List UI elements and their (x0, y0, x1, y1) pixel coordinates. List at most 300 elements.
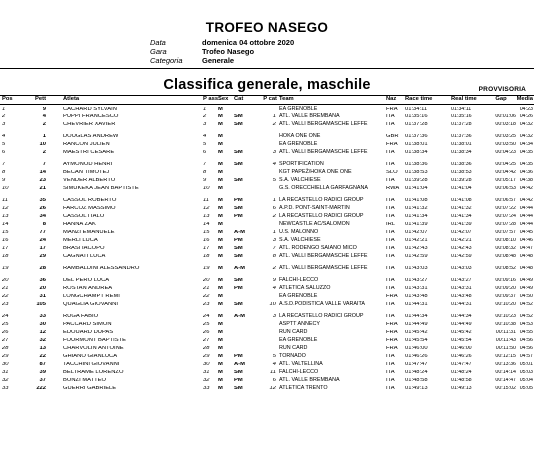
cell-pett: 10 (39, 142, 46, 147)
cell-pass: 26 (203, 330, 210, 335)
cell-pass: 17 (203, 246, 210, 251)
cell-pass: 24 (203, 314, 210, 319)
cell-pett: 1 (42, 134, 46, 139)
cell-sex: M (218, 330, 223, 335)
cell-media: 04:56 (519, 346, 533, 351)
cell-race-time: 01:42:21 (405, 238, 428, 243)
cell-naz: ITA (386, 254, 395, 259)
cell-pcat: 1 (272, 230, 276, 235)
cell-cat: SM (234, 386, 243, 391)
cell-naz: ITA (386, 178, 395, 183)
cell-atleta: CASSOL ITALO (63, 214, 105, 219)
section-title: Classifica generale, maschile (163, 77, 371, 93)
cell-cat: SM (234, 246, 243, 251)
cell-sex: M (218, 362, 223, 367)
cell-pos: 3 (2, 122, 6, 127)
col-team: Team (279, 96, 294, 102)
cell-atleta: FARCOZ MASSIMO (63, 206, 116, 211)
cell-team: ATL. VALLI BERGAMASCHE LEFFE (279, 121, 368, 127)
cell-real-time: 01:42:43 (451, 246, 472, 251)
cell-pos: 24 (2, 314, 9, 319)
cell-pass: 31 (203, 370, 210, 375)
cell-team: ATL. VALLI BERGAMASCHE LEFFE (279, 265, 368, 271)
cell-real-time: 01:46:00 (451, 346, 472, 351)
cell-race-time: 01:46:00 (405, 346, 428, 351)
table-row (0, 266, 534, 275)
cell-naz: FRA (386, 322, 398, 327)
cell-gap: 00:04:25 (495, 162, 516, 167)
cell-pass: 12 (203, 206, 210, 211)
cell-pett: 32 (39, 338, 46, 343)
cell-media: 05:04 (519, 378, 533, 383)
cell-naz: ITA (386, 150, 395, 155)
cell-naz: ITA (386, 370, 395, 375)
cell-race-time: 01:43:31 (405, 286, 428, 291)
cell-pcat: 4 (272, 362, 276, 367)
cell-naz: FRA (386, 107, 398, 112)
cell-media: 04:56 (519, 338, 533, 343)
cell-gap: 00:11:50 (495, 346, 516, 351)
cell-team: A.P.D. PONT-SAINT-MARTIN (279, 205, 350, 211)
cell-naz: ITA (386, 378, 395, 383)
cell-cat: SM (234, 278, 243, 283)
cell-pass: 10 (203, 186, 210, 191)
cell-atleta: BONZI MATTEO (63, 378, 107, 383)
cell-naz: FRA (386, 294, 398, 299)
cell-pass: 6 (203, 150, 207, 155)
cell-team: A.S.D.PODISTICA VALLE VARAITA (279, 301, 365, 307)
cell-real-time: 01:45:42 (451, 330, 472, 335)
col-naz: Naz (386, 96, 397, 102)
cell-team: ATL. VALTELLINA (279, 361, 323, 367)
cell-pcat: 2 (272, 266, 276, 271)
cell-media: 04:38 (519, 178, 533, 183)
cell-sex: M (218, 230, 223, 235)
cell-race-time: 01:41:39 (405, 222, 428, 227)
cell-naz: FRA (386, 346, 398, 351)
cell-sex: M (218, 178, 223, 183)
cell-pos: 4 (2, 134, 6, 139)
cell-pass: 14 (203, 222, 210, 227)
cell-pcat: 6 (272, 206, 276, 211)
cell-pcat: 4 (272, 162, 276, 167)
cell-real-time: 01:45:54 (451, 338, 472, 343)
cell-sex: M (218, 150, 223, 155)
cell-pos: 17 (2, 246, 9, 251)
cell-pett: 35 (39, 198, 46, 203)
cell-pos: 5 (2, 142, 6, 147)
cell-sex: M (218, 222, 223, 227)
provisional-badge: PROVVISORIA (478, 86, 526, 93)
meta-label: Gara (150, 47, 167, 56)
cell-pos: 13 (2, 214, 9, 219)
cell-atleta: PUPPI FRANCESCO (63, 114, 119, 119)
cell-naz: SLO (386, 170, 398, 175)
cell-real-time: 01:43:48 (451, 294, 472, 299)
cell-pass: 9 (203, 178, 207, 183)
cell-naz: ITA (386, 302, 395, 307)
cell-team: ATL. RODENGO SAIANO MICO (279, 245, 357, 251)
cell-pass: 3 (203, 122, 207, 127)
cell-gap: 00:10:20 (495, 302, 516, 307)
cell-race-time: 01:37:36 (405, 134, 428, 139)
cell-cat: SM (234, 114, 243, 119)
cell-gap: 00:09:16 (495, 278, 516, 283)
cell-cat: SM (234, 178, 243, 183)
cell-real-time: 01:41:39 (451, 222, 472, 227)
cell-sex: M (218, 254, 223, 259)
cell-pcat: 1 (272, 114, 276, 119)
cell-media: 04:48 (519, 254, 533, 259)
cell-race-time: 01:44:34 (405, 314, 428, 319)
cell-atleta: BEČAN TIMOTEJ (63, 170, 110, 175)
cell-pcat: 8 (272, 254, 276, 259)
cell-pass: 23 (203, 302, 210, 307)
cell-team: ATLETICA TRENTO (279, 385, 328, 391)
cell-pett: 20 (39, 286, 46, 291)
cell-pass: 29 (203, 354, 210, 359)
cell-gap: 00:07:22 (495, 206, 516, 211)
cell-team: RUN CARD (279, 345, 308, 351)
cell-race-time: 01:43:48 (405, 294, 428, 299)
cell-pos: 31 (2, 370, 9, 375)
cell-race-time: 01:42:43 (405, 246, 428, 251)
cell-pett: 17 (39, 246, 46, 251)
cell-pass: 22 (203, 294, 210, 299)
table-row (0, 150, 534, 159)
cell-pass: 8 (203, 170, 207, 175)
cell-race-time: 01:44:31 (405, 302, 428, 307)
cell-gap: 00:04:23 (495, 150, 516, 155)
cell-pass: 7 (203, 162, 207, 167)
cell-race-time: 01:41:32 (405, 206, 428, 211)
cell-pos: 28 (2, 346, 9, 351)
cell-team: ATLETICA SALUZZO (279, 285, 331, 291)
cell-pass: 15 (203, 230, 210, 235)
cell-pos: 1 (2, 107, 6, 112)
cell-race-time: 01:38:53 (405, 170, 428, 175)
cell-cat: PM (234, 378, 243, 383)
cell-race-time: 01:48:24 (405, 370, 428, 375)
cell-media: 04:23 (519, 107, 533, 112)
cell-pett: 21 (39, 186, 46, 191)
cell-pett: 36 (39, 278, 46, 283)
cell-sex: M (218, 278, 223, 283)
cell-team: U.S. MALONNO (279, 229, 319, 235)
cell-sex: M (218, 378, 223, 383)
cell-pcat: 4 (272, 286, 276, 291)
cell-media: 04:55 (519, 330, 533, 335)
cell-cat: SM (234, 150, 243, 155)
cell-team: S.A. VALCHIESE (279, 237, 321, 243)
cell-race-time: 01:39:28 (405, 178, 428, 183)
cell-race-time: 01:41:04 (405, 186, 428, 191)
cell-real-time: 01:48:24 (451, 370, 472, 375)
cell-gap: 00:08:32 (495, 246, 516, 251)
cell-real-time: 01:43:31 (451, 286, 472, 291)
cell-media: 04:34 (519, 142, 533, 147)
cell-pos: 32 (2, 378, 9, 383)
cell-race-time: 01:43:27 (405, 278, 428, 283)
cell-sex: M (218, 162, 223, 167)
cell-media: 04:44 (519, 206, 533, 211)
cell-pett: 9 (42, 107, 46, 112)
meta-date (150, 38, 294, 47)
cell-pos: 9 (2, 178, 6, 183)
cell-pett: 87 (39, 362, 46, 367)
cell-media: 04:52 (519, 302, 533, 307)
cell-media: 04:44 (519, 214, 533, 219)
cell-atleta: RUGA FABIO (63, 314, 99, 319)
cell-real-time: 01:49:13 (451, 386, 472, 391)
cell-pos: 30 (2, 362, 9, 367)
cell-atleta: CHARVOLIN ANTOINE (63, 346, 124, 351)
meta-label: Data (150, 38, 166, 47)
cell-pos: 27 (2, 338, 9, 343)
cell-pcat: 1 (272, 198, 276, 203)
cell-real-time: 01:44:49 (451, 322, 472, 327)
cell-real-time: 01:41:34 (451, 214, 472, 219)
cell-pcat: 10 (269, 302, 276, 307)
cell-pos: 10 (2, 186, 9, 191)
cell-sex: M (218, 346, 223, 351)
cell-media: 04:32 (519, 134, 533, 139)
cell-pcat: 2 (272, 214, 276, 219)
cell-real-time: 01:43:03 (451, 266, 472, 271)
meta-race (150, 47, 254, 56)
cell-pos: 19 (2, 266, 9, 271)
cell-race-time: 01:42:59 (405, 254, 428, 259)
cell-sex: M (218, 314, 223, 319)
cell-naz: ITA (386, 214, 395, 219)
cell-real-time: 01:38:53 (451, 170, 472, 175)
cell-cat: A-M (234, 230, 245, 235)
cell-naz: ITA (386, 314, 395, 319)
col-gap: Gap (495, 96, 507, 102)
cell-pass: 28 (203, 346, 210, 351)
cell-real-time: 01:35:16 (451, 114, 472, 119)
col-sex: Sex (218, 96, 229, 102)
cell-pos: 15 (2, 230, 9, 235)
cell-naz: FRA (386, 142, 398, 147)
cell-cat: PM (234, 214, 243, 219)
cell-pass: 30 (203, 362, 210, 367)
cell-media: 04:36 (519, 170, 533, 175)
cell-pett: 30 (39, 322, 46, 327)
cell-media: 04:44 (519, 222, 533, 227)
cell-pett: 12 (39, 330, 46, 335)
cell-pos: 26 (2, 330, 9, 335)
cell-real-time: 01:34:11 (451, 107, 472, 112)
cell-cat: PM (234, 238, 243, 243)
cell-real-time: 01:44:34 (451, 314, 472, 319)
cell-pett: 23 (39, 178, 46, 183)
cell-pass: 4 (203, 134, 207, 139)
meta-value: Generale (202, 56, 235, 65)
cell-team: EA GRENOBLE (279, 293, 318, 299)
cell-pass: 32 (203, 378, 210, 383)
cell-pett: 29 (39, 254, 46, 259)
cell-team: ATL. VALLE BREMBANA (279, 377, 340, 383)
cell-media: 04:52 (519, 314, 533, 319)
cell-pos: 11 (2, 198, 9, 203)
cell-gap: 00:11:31 (495, 330, 516, 335)
cell-naz: ITA (386, 238, 395, 243)
cell-media: 04:49 (519, 286, 533, 291)
cell-pett: 39 (39, 370, 46, 375)
cell-media: 04:50 (519, 294, 533, 299)
cell-pett: 34 (39, 214, 46, 219)
cell-media: 04:47 (519, 246, 533, 251)
cell-pcat: 2 (272, 122, 276, 127)
cell-sex: M (218, 107, 223, 112)
cell-media: 04:32 (519, 122, 533, 127)
cell-media: 04:42 (519, 186, 533, 191)
cell-gap: 00:01:06 (495, 114, 516, 119)
cell-atleta: EDOUARD DUPAS (63, 330, 114, 335)
cell-pass: 20 (203, 278, 210, 283)
cell-pos: 2 (2, 114, 6, 119)
cell-naz: ITA (386, 114, 395, 119)
cell-team: KGT PAPEŽ/HOKA ONE ONE (279, 169, 352, 175)
cell-media: 05:05 (519, 386, 533, 391)
cell-atleta: CAGNATI LUCA (63, 254, 106, 259)
table-row (0, 186, 534, 195)
cell-pett: 28 (39, 266, 46, 271)
cell-race-time: 01:38:01 (405, 142, 428, 147)
event-title: TROFEO NASEGO (205, 20, 329, 35)
cell-sex: M (218, 302, 223, 307)
cell-pett: 77 (39, 230, 46, 235)
cell-atleta: ROSTAN ANDREA (63, 286, 113, 291)
cell-gap: 00:09:20 (495, 286, 516, 291)
cell-cat: SM (234, 370, 243, 375)
cell-cat: PM (234, 354, 243, 359)
table-row (0, 254, 534, 263)
cell-race-time: 01:44:49 (405, 322, 428, 327)
col-pett: Pett (35, 96, 46, 102)
col-race-time: Race time (405, 96, 433, 102)
cell-atleta: GHIANO GIANLUCA (63, 354, 118, 359)
cell-gap: 00:08:48 (495, 254, 516, 259)
cell-pass: 13 (203, 214, 210, 219)
cell-real-time: 01:37:36 (451, 134, 472, 139)
cell-atleta: MERLI LUCA (63, 238, 98, 243)
cell-atleta: TACCHINI GIOVANNI (63, 362, 120, 367)
cell-gap: 00:03:18 (495, 122, 516, 127)
cell-atleta: CHEVRIER XAVIER (63, 122, 116, 127)
cell-pcat: 5 (272, 354, 276, 359)
cell-real-time: 01:41:04 (451, 186, 472, 191)
cell-gap: 00:13:36 (495, 362, 516, 367)
cell-pett: 37 (39, 378, 46, 383)
cell-pett: 33 (39, 314, 46, 319)
cell-gap: 00:06:53 (495, 186, 516, 191)
cell-real-time: 01:37:28 (451, 122, 472, 127)
cell-atleta: PACCARD SIMON (63, 322, 112, 327)
table-header (0, 96, 534, 104)
cell-atleta: HANNA ZAK (63, 222, 96, 227)
cell-sex: M (218, 238, 223, 243)
cell-naz: ITA (386, 162, 395, 167)
cell-gap: 00:11:43 (495, 338, 516, 343)
cell-naz: IRL (386, 222, 396, 227)
cell-naz: ITA (386, 362, 395, 367)
cell-pass: 33 (203, 386, 210, 391)
cell-gap: 00:07:24 (495, 214, 516, 219)
cell-pass: 1 (203, 107, 207, 112)
cell-team: FALCHI-LECCO (279, 277, 319, 283)
cell-team: TORNADO (279, 353, 306, 359)
col-cat: Cat (234, 96, 244, 102)
cell-real-time: 01:38:01 (451, 142, 472, 147)
cell-gap: 00:05:17 (495, 178, 516, 183)
cell-atleta: FOURMONT BAPTISTE (63, 338, 127, 343)
cell-naz: RWA (386, 186, 400, 191)
cell-atleta: CASSOL ROBERTO (63, 198, 117, 203)
cell-race-time: 01:45:42 (405, 330, 428, 335)
table-row (0, 302, 534, 311)
cell-pos: 33 (2, 386, 9, 391)
cell-race-time: 01:45:54 (405, 338, 428, 343)
cell-race-time: 01:37:28 (405, 122, 428, 127)
cell-pcat: 11 (269, 370, 276, 375)
cell-sex: M (218, 186, 223, 191)
cell-pcat: 3 (272, 150, 276, 155)
cell-race-time: 01:35:16 (405, 114, 428, 119)
cell-sex: M (218, 370, 223, 375)
cell-team: ATL. VALLI BERGAMASCHE LEFFE (279, 253, 368, 259)
cell-team: S.A. VALCHIESE (279, 177, 321, 183)
cell-pcat: 9 (272, 278, 276, 283)
cell-real-time: 01:46:26 (451, 354, 472, 359)
cell-team: HOKA ONE ONE (279, 133, 321, 139)
cell-pett: 4 (42, 114, 46, 119)
cell-pos: 25 (2, 322, 9, 327)
cell-gap: 00:04:42 (495, 170, 516, 175)
cell-pcat: 7 (272, 246, 276, 251)
cell-real-time: 01:42:07 (451, 230, 472, 235)
cell-media: 04:26 (519, 114, 533, 119)
cell-pass: 18 (203, 254, 210, 259)
meta-label: Categoria (150, 56, 183, 65)
cell-media: 04:48 (519, 266, 533, 271)
cell-pett: 2 (42, 122, 46, 127)
cell-team: LA RECASTELLO RADICI GROUP (279, 197, 364, 203)
cell-race-time: 01:46:26 (405, 354, 428, 359)
cell-cat: SM (234, 254, 243, 259)
cell-naz: ITA (386, 354, 395, 359)
cell-media: 05:01 (519, 362, 533, 367)
cell-team: ATL. VALLI BERGAMASCHE LEFFE (279, 149, 368, 155)
cell-gap: 00:07:28 (495, 222, 516, 227)
cell-gap: 00:12:15 (495, 354, 516, 359)
cell-real-time: 01:48:58 (451, 378, 472, 383)
cell-pcat: 3 (272, 314, 276, 319)
cell-sex: M (218, 122, 223, 127)
cell-atleta: BRASI IACOPO (63, 246, 105, 251)
col-pass: P ass (203, 96, 219, 102)
divider (0, 68, 534, 69)
cell-atleta: GUERRI GABRIELE (63, 386, 117, 391)
cell-pos: 7 (2, 162, 6, 167)
col-atleta: Atleta (63, 96, 80, 102)
cell-race-time: 01:34:11 (405, 107, 428, 112)
cell-atleta: QUAGLIA GIOVANNI (63, 302, 118, 307)
cell-naz: ITA (386, 386, 395, 391)
cell-sex: M (218, 294, 223, 299)
cell-gap: 00:06:57 (495, 198, 516, 203)
